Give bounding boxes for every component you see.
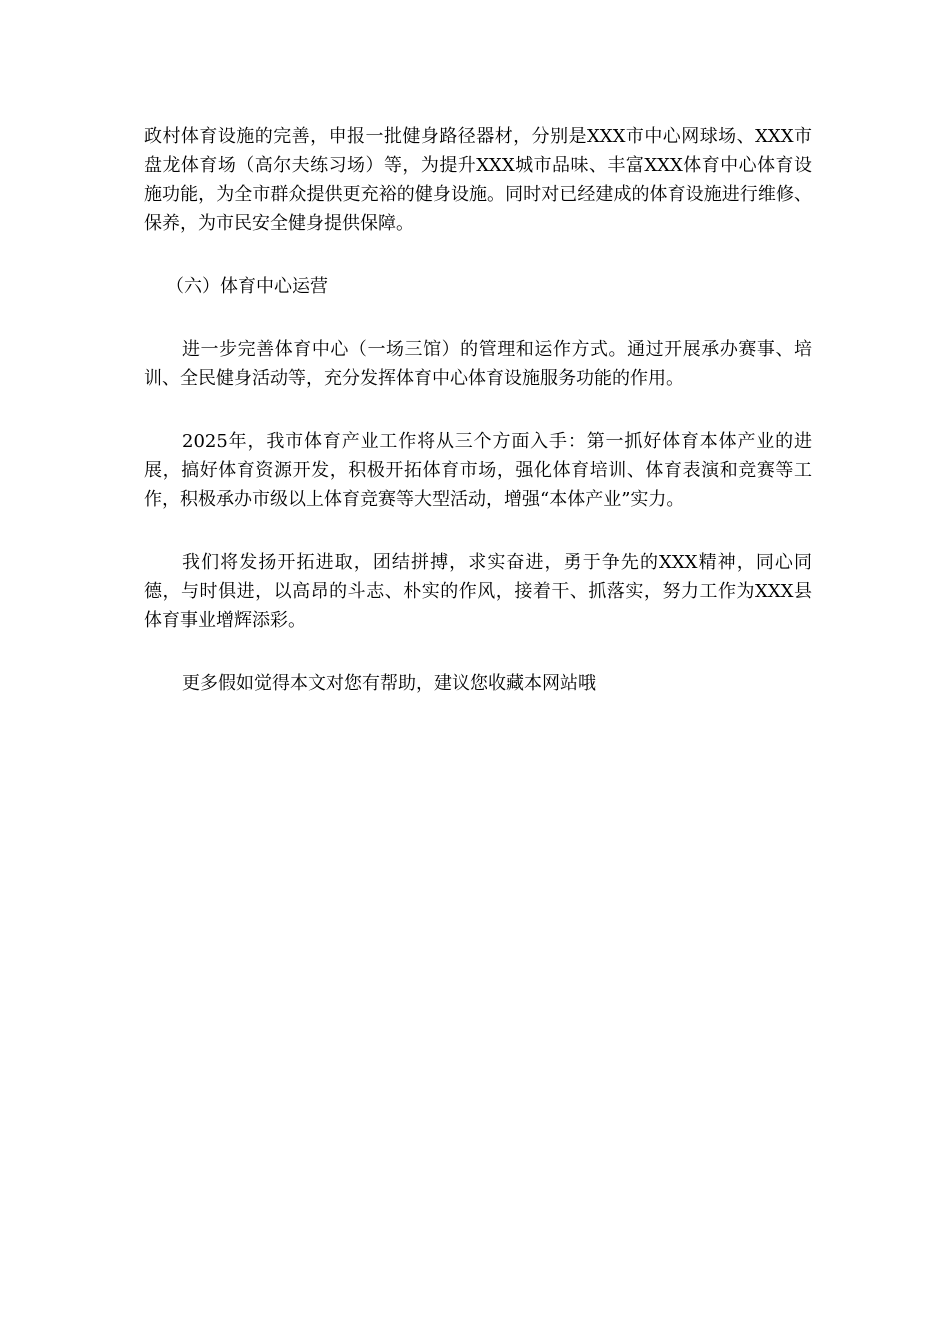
section-heading-six: （六）体育中心运营	[166, 276, 328, 297]
document-body	[144, 122, 812, 732]
paragraph-footer-note: 更多假如觉得本文对您有帮助，建议您收藏本网站哦	[182, 673, 596, 694]
paragraph-center-operation: 进一步完善体育中心（一场三馆）的管理和运作方式。通过开展承办赛事、培训、全民健身活动等，充分发挥体育中心体育设施服务功能的作用。	[144, 339, 812, 389]
paragraph-closing: 我们将发扬开拓进取，团结拼搏，求实奋进，勇于争先的XXX精神，同心同德，与时俱进，以高昂的斗志、朴实的作风，接着干、抓落实，努力工作为XXX县体育事业增辉添彩。	[144, 552, 812, 631]
paragraph-industry-plan: 2025年，我市体育产业工作将从三个方面入手：第一抓好体育本体产业的进展，搞好体育资源开发，积极开拓体育市场，强化体育培训、体育表演和竞赛等工作，积极承办市级以上体育竞赛等大型活动，增强“本体产业”实力。	[144, 431, 812, 510]
paragraph-facilities: 政村体育设施的完善，申报一批健身路径器材，分别是XXX市中心网球场、XXX市盘龙体育场（高尔夫练习场）等，为提升XXX城市品味、丰富XXX体育中心体育设施功能，为全市群众提供更充裕的健身设施。同时对已经建成的体育设施进行维修、保养，为市民安全健身提供保障。	[144, 126, 812, 234]
